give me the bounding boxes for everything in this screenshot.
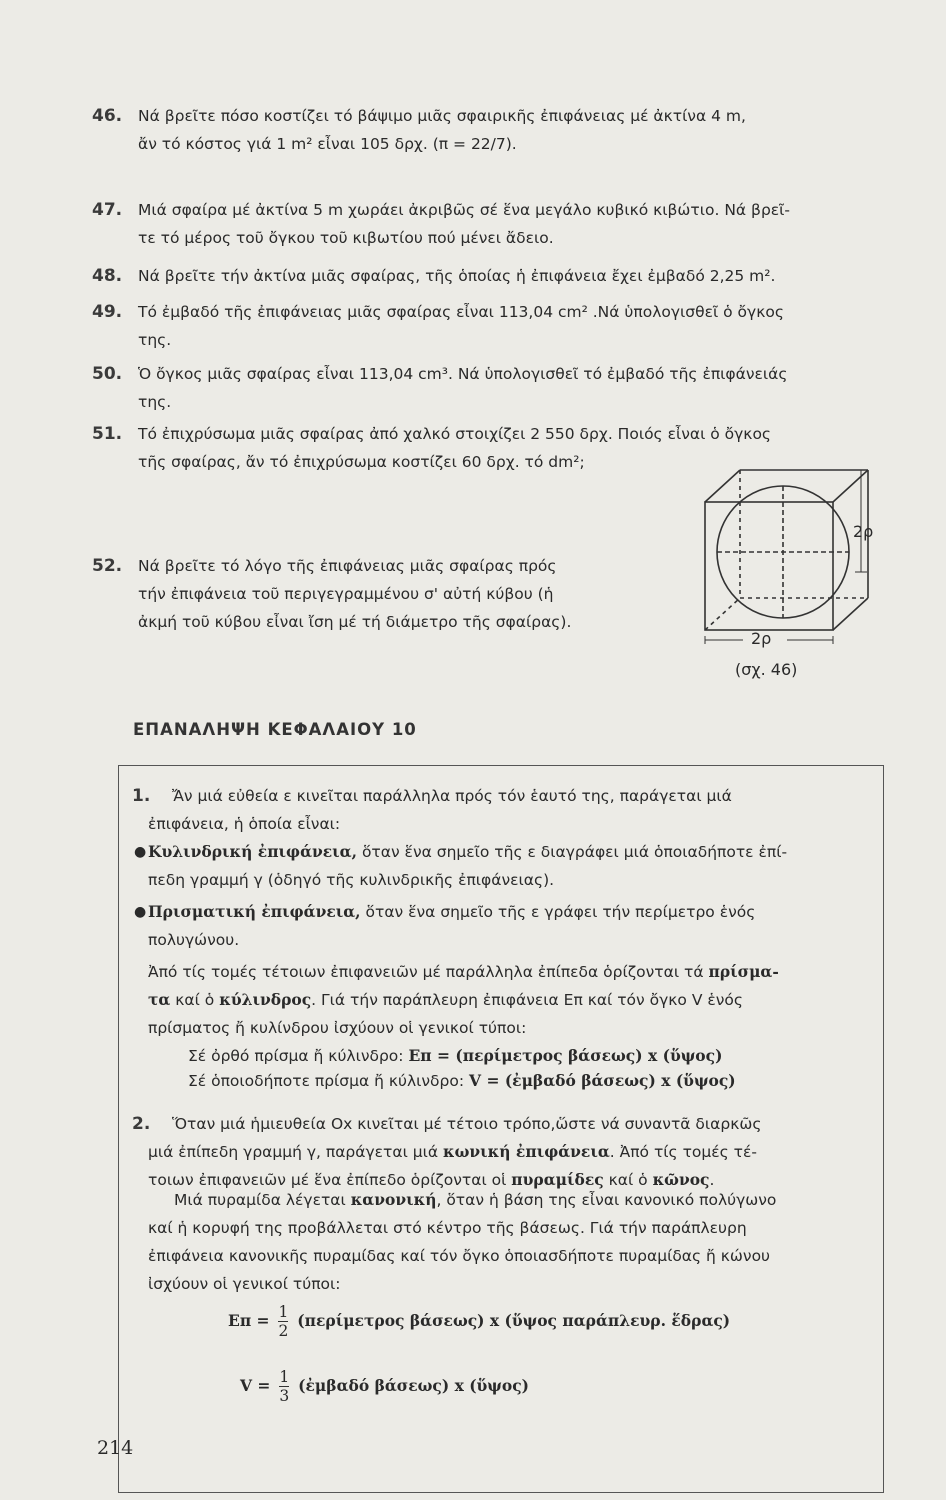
review-text: ἰσχύουν οἱ γενικοί τύποι: (148, 1275, 341, 1293)
exercise-number: 49. (92, 302, 123, 322)
term-conical-surface: κωνική ἐπιφάνεια (443, 1142, 610, 1161)
exercise-number: 47. (92, 200, 123, 220)
exercise-49 (92, 298, 892, 354)
term-cone: κῶνος (652, 1170, 710, 1189)
review-text: ὅταν ἕνα σημεῖο τῆς ε διαγράφει μιά ὁποιαδήποτε ἐπί- (357, 843, 788, 861)
review-text: . (709, 1171, 715, 1189)
exercise-50 (92, 360, 892, 416)
figure-cube-sphere (695, 462, 895, 692)
term-prisms: πρίσμα- (708, 962, 779, 981)
formula-right-prism (188, 1046, 722, 1065)
exercise-number: 52. (92, 556, 123, 576)
review-text: ἐπιφάνεια, ἡ ὁποία εἶναι: (148, 815, 341, 833)
exercise-text: της. (138, 393, 172, 411)
review-text: Ἄν μιά εὐθεία ε κινεῖται παράλληλα πρός τόν ἑαυτό της, παράγεται μιά (172, 787, 732, 805)
cube-sphere-drawing (695, 462, 895, 692)
exercise-text: Νά βρεῖτε πόσο κοστίζει τό βάψιμο μιᾶς σφαιρικῆς ἐπιφάνειας μέ ἀκτίνα 4 m, (138, 107, 746, 125)
review-number: 1. (132, 786, 151, 806)
formula-rhs: (ἐμβαδό βάσεως) x (ὕψος) (298, 1376, 529, 1395)
review-text: . Ἀπό τίς τομές τέ- (609, 1143, 757, 1161)
fraction-denominator: 2 (278, 1322, 289, 1340)
side-label: 2ρ (853, 522, 874, 541)
formula-label: Σέ ὀρθό πρίσμα ἤ κύλινδρο: (188, 1047, 409, 1065)
page-number: 214 (97, 1437, 134, 1459)
review-text: καί ἡ κορυφή της προβάλλεται στό κέντρο τῆς βάσεως. Γιά τήν παράπλευρη (148, 1219, 747, 1237)
exercise-text: Μιά σφαίρα μέ ἀκτίνα 5 m χωράει ἀκριβῶς σέ ἕνα μεγάλο κυβικό κιβώτιο. Νά βρεῖ- (138, 201, 790, 219)
review-text: καί ὁ (170, 991, 220, 1009)
exercise-text: Τό ἐπιχρύσωμα μιᾶς σφαίρας ἀπό χαλκό στοιχίζει 2 550 δρχ. Ποιός εἶναι ὁ ὄγκος (138, 425, 772, 443)
exercise-text: τε τό μέρος τοῦ ὄγκου τοῦ κιβωτίου πού μένει ἄδειο. (138, 229, 554, 247)
review-text: πολυγώνου. (148, 931, 240, 949)
bullet-icon: ● (134, 904, 147, 920)
review-text: . Γιά τήν παράπλευρη ἐπιφάνεια Επ καί τόν ὄγκο V ἑνός (311, 991, 743, 1009)
exercise-text: τήν ἐπιφάνεια τοῦ περιγεγραμμένου σ' αὐτή κύβου (ἡ (138, 585, 554, 603)
exercise-number: 48. (92, 266, 123, 286)
term-cylinder: κύλινδρος (219, 990, 312, 1009)
exercise-text: Τό ἐμβαδό τῆς ἐπιφάνειας μιᾶς σφαίρας εἶναι 113,04 cm² .Νά ὑπολογισθεῖ ὁ ὄγκος (138, 303, 784, 321)
exercise-number: 51. (92, 424, 123, 444)
review-text: Μιά πυραμίδα λέγεται (174, 1191, 351, 1209)
formula-label: Σέ ὁποιοδήποτε πρίσμα ἤ κύλινδρο: (188, 1072, 470, 1090)
formula-lhs: Επ = (228, 1311, 270, 1330)
exercise-number: 46. (92, 106, 123, 126)
exercise-text: Νά βρεῖτε τό λόγο τῆς ἐπιφάνειας μιᾶς σφαίρας πρός (138, 557, 557, 575)
review-text: ἐπιφάνεια κανονικῆς πυραμίδας καί τόν ὄγκο ὁποιασδήποτε πυραμίδας ἤ κώνου (148, 1247, 771, 1265)
exercise-text: ἀκμή τοῦ κύβου εἶναι ἴση μέ τή διάμετρο τῆς σφαίρας). (138, 613, 572, 631)
review-text: πεδη γραμμή γ (ὁδηγό τῆς κυλινδρικῆς ἐπιφάνειας). (148, 871, 555, 889)
review-paragraph-pyramid (148, 1186, 873, 1298)
fraction-numerator: 1 (278, 1303, 289, 1321)
fraction-numerator: 1 (279, 1368, 290, 1386)
fraction-one-half (278, 1303, 288, 1340)
formula-expression: Επ = (περίμετρος βάσεως) x (ὕψος) (408, 1046, 723, 1065)
bullet-cylindrical (134, 838, 873, 894)
exercise-text: ἄν τό κόστος γιά 1 m² εἶναι 105 δρχ. (π = 22/7). (138, 135, 517, 153)
figure-caption: (σχ. 46) (735, 660, 798, 679)
review-paragraph-prisms (148, 958, 873, 1042)
section-title: ΕΠΑΝΑΛΗΨΗ ΚΕΦΑΛΑΙΟΥ 10 (133, 720, 417, 739)
review-paragraph-2 (132, 1110, 873, 1194)
exercise-number: 50. (92, 364, 123, 384)
review-text: Ἀπό τίς τομές τέτοιων ἐπιφανειῶν μέ παράλληλα ἐπίπεδα ὁρίζονται τά (148, 963, 709, 981)
exercise-47 (92, 196, 892, 252)
exercise-46 (92, 102, 892, 158)
term-prisms-end: τα (148, 990, 171, 1009)
review-text: , ὅταν ἡ βάση της εἶναι κανονικό πολύγωνο (436, 1191, 777, 1209)
term-cylindrical-surface: Κυλινδρική ἐπιφάνεια, (148, 842, 358, 861)
fraction-denominator: 3 (279, 1387, 290, 1405)
formula-rhs: (περίμετρος βάσεως) x (ὕψος παράπλευρ. ἕδρας) (297, 1311, 731, 1330)
review-text: Ὅταν μιά ἡμιευθεία Οx κινεῖται μέ τέτοιο τρόπο,ὥστε νά συναντᾶ διαρκῶς (172, 1115, 762, 1133)
exercise-text: τῆς σφαίρας, ἄν τό ἐπιχρύσωμα κοστίζει 60 δρχ. τό dm²; (138, 453, 585, 471)
term-prismatic-surface: Πρισματική ἐπιφάνεια, (148, 902, 361, 921)
formula-any-prism (188, 1071, 736, 1090)
bullet-prismatic (134, 898, 873, 954)
exercise-text: Ὁ ὄγκος μιᾶς σφαίρας εἶναι 113,04 cm³. Νά ὑπολογισθεῖ τό ἐμβαδό τῆς ἐπιφάνειάς (138, 365, 788, 383)
review-number: 2. (132, 1114, 151, 1134)
bottom-label: 2ρ (751, 629, 772, 648)
review-text: πρίσματος ἤ κυλίνδρου ἰσχύουν οἱ γενικοί τύποι: (148, 1019, 527, 1037)
review-text: ὅταν ἕνα σημεῖο τῆς ε γράφει τήν περίμετρο ἑνός (360, 903, 756, 921)
bullet-icon: ● (134, 844, 147, 860)
exercise-48 (92, 262, 892, 290)
review-paragraph-1 (132, 782, 873, 838)
review-text: τοιων ἐπιφανειῶν μέ ἕνα ἐπίπεδο ὁρίζονται οἱ (148, 1171, 512, 1189)
formula-volume (240, 1368, 529, 1405)
formula-expression: V = (ἐμβαδό βάσεως) x (ὕψος) (469, 1071, 736, 1090)
exercise-text: Νά βρεῖτε τήν ἀκτίνα μιᾶς σφαίρας, τῆς ὁποίας ἡ ἐπιφάνεια ἔχει ἐμβαδό 2,25 m². (138, 267, 776, 285)
exercise-52 (92, 552, 682, 636)
formula-lateral-area (228, 1303, 730, 1340)
review-text: μιά ἐπίπεδη γραμμή γ, παράγεται μιά (148, 1143, 444, 1161)
review-text: καί ὁ (603, 1171, 653, 1189)
fraction-one-third (279, 1368, 289, 1405)
exercise-text: της. (138, 331, 172, 349)
formula-lhs: V = (240, 1376, 271, 1395)
term-pyramids: πυραμίδες (511, 1170, 604, 1189)
term-regular: κανονική (350, 1190, 437, 1209)
